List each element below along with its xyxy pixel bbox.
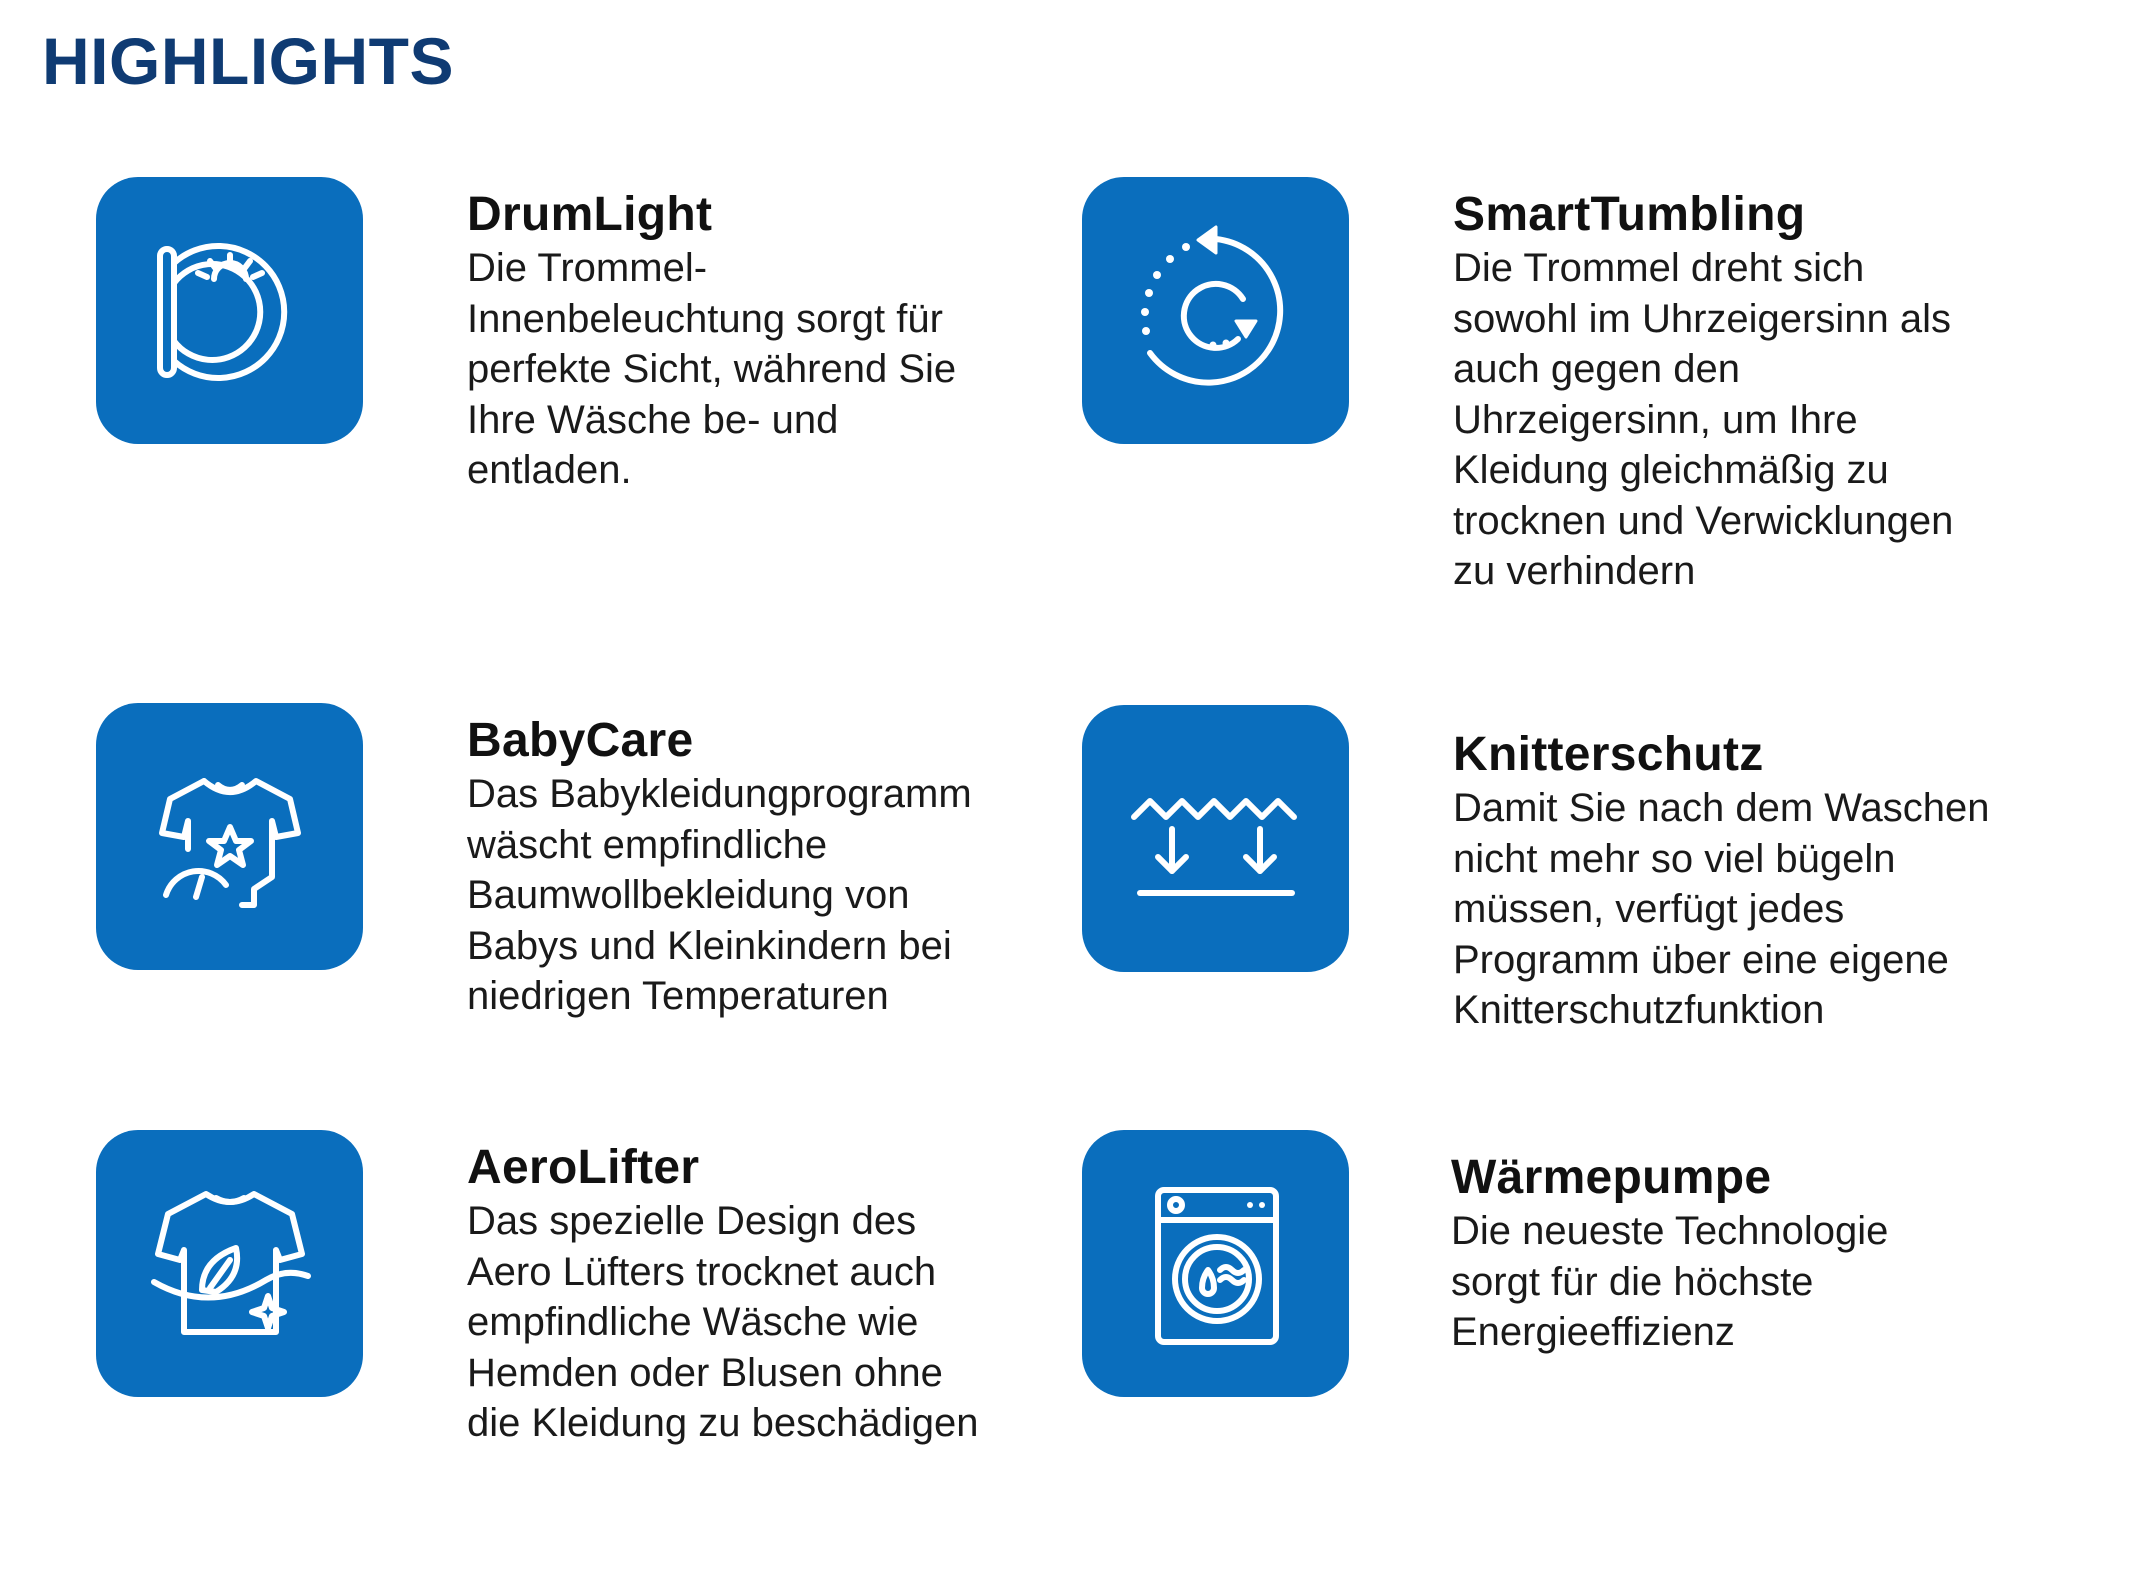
rotation-icon (1082, 177, 1349, 444)
drum-light-icon (96, 177, 363, 444)
feature-title: AeroLifter (467, 1141, 700, 1194)
feature-waermepumpe (1082, 1130, 2082, 1570)
heat-pump-dryer-icon (1082, 1130, 1349, 1397)
feature-title: Wärmepumpe (1451, 1151, 1772, 1204)
feature-knitterschutz (1082, 705, 2082, 1145)
feature-description: Die Trommel dreht sich sowohl im Uhrzeigersinn als auch gegen den Uhrzeigersinn, um Ihre Kleidung gleichmäßig zu trocknen und Verwicklungen zu verhindern (1453, 246, 1954, 593)
feature-smarttumbling (1082, 177, 2082, 617)
feature-title: SmartTumbling (1453, 188, 1806, 241)
feature-description: Das spezielle Design des Aero Lüfters trocknet auch empfindliche Wäsche wie Hemden oder Blusen ohne die Kleidung zu beschädigen (467, 1199, 979, 1445)
shirt-airflow-icon (96, 1130, 363, 1397)
feature-babycare (96, 703, 1096, 1143)
feature-description: Die Trommel- Innenbeleuchtung sorgt für perfekte Sicht, während Sie Ihre Wäsche be- und entladen. (467, 246, 957, 492)
feature-description: Die neueste Technologie sorgt für die höchste Energieeffizienz (1451, 1209, 1889, 1354)
feature-title: DrumLight (467, 188, 713, 241)
feature-description: Das Babykleidungprogramm wäscht empfindliche Baumwollbekleidung von Babys und Kleinkindern bei niedrigen Temperaturen (467, 772, 972, 1018)
page-title: HIGHLIGHTS (42, 24, 454, 98)
feature-aerolifter (96, 1130, 1096, 1570)
baby-bodysuit-icon (96, 703, 363, 970)
anti-crease-icon (1082, 705, 1349, 972)
feature-title: BabyCare (467, 714, 694, 767)
feature-description: Damit Sie nach dem Waschen nicht mehr so viel bügeln müssen, verfügt jedes Programm über eine eigene Knitterschutzfunktion (1453, 786, 1990, 1032)
feature-drumlight (96, 177, 1096, 617)
feature-title: Knitterschutz (1453, 728, 1764, 781)
